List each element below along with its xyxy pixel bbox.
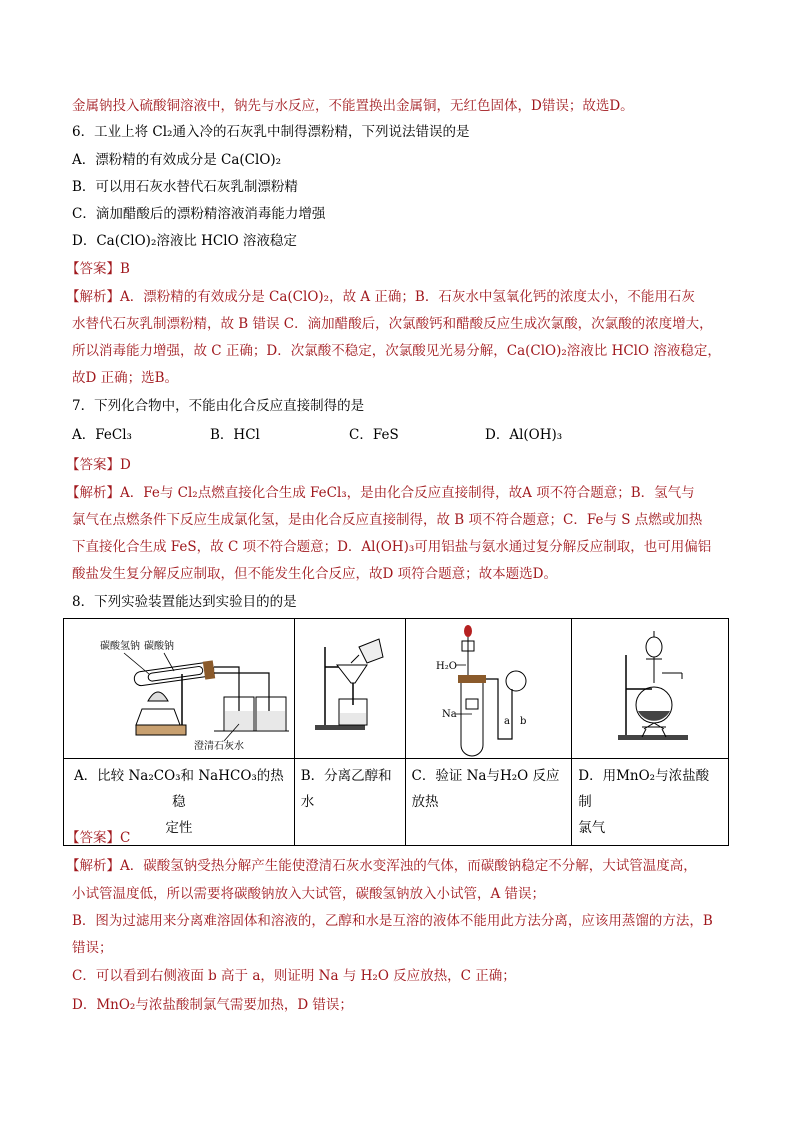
option-7d: D．Al(OH)₃ <box>485 427 563 443</box>
option-7c: C．FeS <box>349 427 399 443</box>
analysis-6-line: 故D 正确；选B。 <box>72 370 179 386</box>
analysis-7-line: 【解析】A．Fe与 Cl₂点燃直接化合生成 FeCl₃，是由化合反应直接制得，故A 项不符合题意；B．氢气与 <box>66 485 695 501</box>
caption-b-line1: B．分离乙醇和 <box>300 768 392 784</box>
caption-a-line1: A．比较 Na₂CO₃和 NaHCO₃的热稳 <box>73 768 284 810</box>
analysis-6-line: 所以消毒能力增强，故 C 正确；D．次氯酸不稳定，次氯酸见光易分解，Ca(ClO)₂溶液比 HClO 溶液稳定， <box>72 343 721 359</box>
caption-a-line2: 定性 <box>165 820 193 836</box>
analysis-8-line: 【解析】A．碳酸氢钠受热分解产生能使澄清石灰水变浑浊的气体，而碳酸钠稳定不分解，大试管温度高， <box>66 858 697 874</box>
apparatus-d-figure <box>572 619 726 757</box>
label-nahco3: 碳酸氢钠 <box>100 641 140 652</box>
apparatus-b-figure <box>295 619 403 757</box>
figure-cell-a <box>64 619 295 759</box>
caption-cell-c <box>405 759 572 846</box>
caption-d <box>572 759 728 845</box>
option-7a: A．FeCl₃ <box>72 427 132 443</box>
label-a: a <box>503 716 510 727</box>
analysis-7-line: 下直接化合生成 FeS，故 C 项不符合题意；D．Al(OH)₃可用铝盐与氨水通过复分解反应制取，也可用偏铝 <box>72 539 712 555</box>
caption-d-line2: 氯气 <box>578 820 606 836</box>
caption-c-line1: C．验证 Na与H₂O 反应 <box>411 768 560 784</box>
figure-cell-d <box>572 619 729 759</box>
option-6d: D．Ca(ClO)₂溶液比 HClO 溶液稳定 <box>72 233 297 249</box>
answer-8: 【答案】C <box>66 830 131 846</box>
analysis-8-line: D．MnO₂与浓盐酸制氯气需要加热，D 错误； <box>72 997 353 1013</box>
analysis-7-line: 酸盐发生复分解反应制取，但不能发生化合反应，故D 项符合题意；故本题选D。 <box>72 566 557 582</box>
figure-cell-b <box>294 619 405 759</box>
analysis-6-line: 水替代石灰乳制漂粉精，故 B 错误 C．滴加醋酸后，次氯酸钙和醋酸反应生成次氯酸，次氯酸的浓度增大， <box>72 316 713 332</box>
option-6c: C．滴加醋酸后的漂粉精溶液消毒能力增强 <box>72 206 326 222</box>
analysis-7-line: 氯气在点燃条件下反应生成氯化氢，是由化合反应直接制得，故 B 项不符合题意；C．Fe与 S 点燃或加热 <box>72 512 703 528</box>
option-7b: B．HCl <box>210 427 260 443</box>
caption-cell-d <box>572 759 729 846</box>
label-na: Na <box>441 709 457 720</box>
apparatus-a-figure <box>64 619 292 757</box>
caption-c-line2: 放热 <box>411 794 439 810</box>
analysis-6-line: 【解析】A．漂粉精的有效成分是 Ca(ClO)₂，故 A 正确；B．石灰水中氢氧化钙的浓度太小，不能用石灰 <box>66 289 695 305</box>
caption-d-line1: D．用MnO₂与浓盐酸制 <box>578 768 710 810</box>
analysis-8-line: 错误； <box>72 940 113 956</box>
caption-c <box>406 759 572 819</box>
label-h2o: H₂O <box>435 661 457 672</box>
analysis-8-line: B．图为过滤用来分离难溶固体和溶液的，乙醇和水是互溶的液体不能用此方法分离，应该用蒸馏的方法，B <box>72 913 713 929</box>
label-na2co3: 碳酸钠 <box>144 641 174 652</box>
label-b: b <box>519 716 526 727</box>
caption-b-line2: 水 <box>300 794 315 810</box>
figure-cell-c <box>405 619 572 759</box>
label-limewater: 澄清石灰水 <box>194 741 244 752</box>
answer-7: 【答案】D <box>66 457 131 473</box>
experiment-table <box>63 618 729 846</box>
analysis-8-line: 小试管温度低，所以需要将碳酸钠放入大试管，碳酸氢钠放入小试管，A 错误； <box>72 886 546 902</box>
question-6: 6．工业上将 Cl₂通入冷的石灰乳中制得漂粉精，下列说法错误的是 <box>72 124 470 140</box>
caption-b <box>295 759 405 819</box>
caption-cell-b <box>294 759 405 846</box>
question-7: 7．下列化合物中，不能由化合反应直接制得的是 <box>72 398 365 414</box>
answer-6: 【答案】B <box>66 261 130 277</box>
text-line: 金属钠投入硫酸铜溶液中，钠先与水反应，不能置换出金属铜，无红色固体，D错误；故选D。 <box>72 98 634 114</box>
apparatus-c-figure <box>406 619 570 757</box>
option-6a: A．漂粉精的有效成分是 Ca(ClO)₂ <box>72 152 282 168</box>
analysis-8-line: C．可以看到右侧液面 b 高于 a，则证明 Na 与 H₂O 反应放热，C 正确； <box>72 968 516 984</box>
option-6b: B．可以用石灰水替代石灰乳制漂粉精 <box>72 179 298 195</box>
question-8: 8．下列实验装置能达到实验目的的是 <box>72 594 297 610</box>
